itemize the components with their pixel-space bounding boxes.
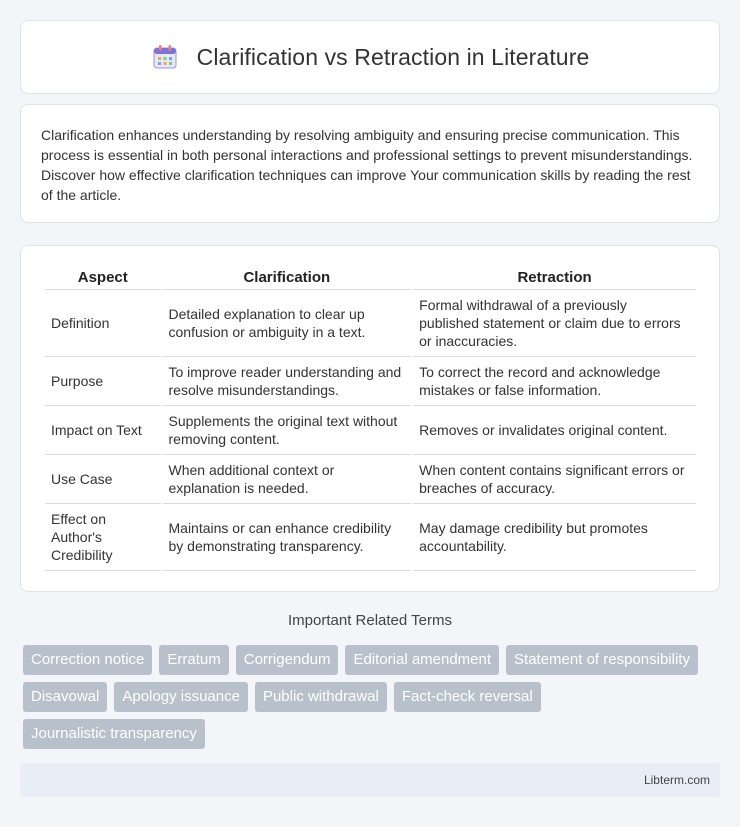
comparison-table [43, 266, 698, 571]
related-term-tag[interactable]: Disavowal [23, 682, 107, 712]
cell-aspect: Use Case [45, 455, 161, 504]
cell-retraction: May damage credibility but promotes accountability. [413, 504, 696, 571]
calendar-icon [151, 43, 179, 71]
cell-retraction: Removes or invalidates original content. [413, 406, 696, 455]
related-term-tag[interactable]: Journalistic transparency [23, 719, 205, 749]
cell-retraction: To correct the record and acknowledge mistakes or false information. [413, 357, 696, 406]
related-term-tag[interactable]: Editorial amendment [345, 645, 499, 675]
related-term-tag[interactable]: Corrigendum [236, 645, 339, 675]
cell-clarification: Supplements the original text without removing content. [163, 406, 412, 455]
table-row [45, 406, 696, 455]
related-term-tag[interactable]: Correction notice [23, 645, 152, 675]
comparison-table-card [20, 245, 720, 592]
related-terms-title: Important Related Terms [288, 612, 452, 629]
header-clarification: Clarification [163, 266, 412, 290]
cell-aspect: Purpose [45, 357, 161, 406]
intro-text: Clarification enhances understanding by resolving ambiguity and ensuring precise communication. This process is essential in both personal interactions and professional settings to prevent misunderstandings. Discover how effective clarification techniques can improve Your communication skills by reading the rest of the article. [41, 127, 693, 203]
footer-brand-link[interactable]: Libterm.com [643, 773, 710, 787]
table-row [45, 290, 696, 357]
table-header-row [45, 266, 696, 290]
related-terms-list [23, 645, 723, 749]
cell-clarification: When additional context or explanation is needed. [163, 455, 412, 504]
table-row [45, 455, 696, 504]
cell-aspect: Impact on Text [45, 406, 161, 455]
related-term-tag[interactable]: Fact-check reversal [394, 682, 541, 712]
table-row [45, 357, 696, 406]
header-aspect: Aspect [45, 266, 161, 290]
cell-clarification: To improve reader understanding and resolve misunderstandings. [163, 357, 412, 406]
page-footer [20, 763, 720, 797]
related-term-tag[interactable]: Statement of responsibility [506, 645, 698, 675]
cell-clarification: Maintains or can enhance credibility by demonstrating transparency. [163, 504, 412, 571]
page-header [20, 20, 720, 94]
header-retraction: Retraction [413, 266, 696, 290]
page-title: Clarification vs Retraction in Literature [196, 43, 590, 70]
cell-aspect: Effect on Author's Credibility [45, 504, 161, 571]
related-term-tag[interactable]: Erratum [159, 645, 228, 675]
cell-retraction: Formal withdrawal of a previously published statement or claim due to errors or inaccuracies. [413, 290, 696, 357]
cell-clarification: Detailed explanation to clear up confusion or ambiguity in a text. [163, 290, 412, 357]
related-term-tag[interactable]: Apology issuance [114, 682, 248, 712]
cell-retraction: When content contains significant errors or breaches of accuracy. [413, 455, 696, 504]
table-row [45, 504, 696, 571]
related-term-tag[interactable]: Public withdrawal [255, 682, 387, 712]
intro-section [20, 104, 720, 223]
cell-aspect: Definition [45, 290, 161, 357]
